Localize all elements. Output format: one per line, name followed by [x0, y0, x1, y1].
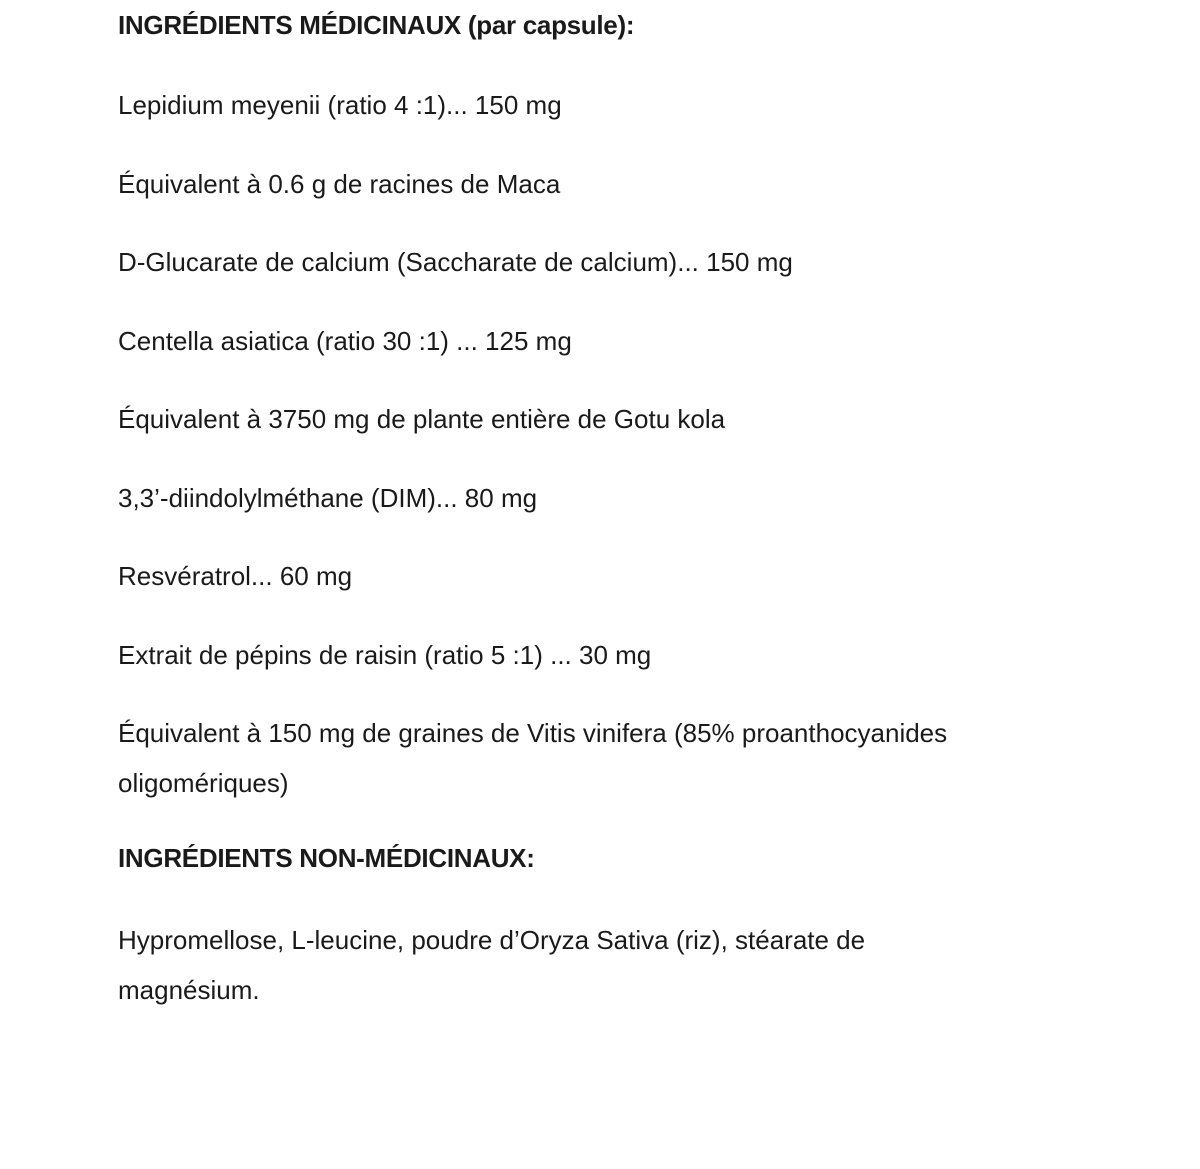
ingredient-line: D-Glucarate de calcium (Saccharate de calcium)... 150 mg	[118, 247, 793, 277]
non-medicinal-text: Hypromellose, L-leucine, poudre d’Oryza Sativa (riz), stéarate de magnésium.	[118, 925, 866, 1005]
ingredient-line: Extrait de pépins de raisin (ratio 5 :1) ... 30 mg	[118, 640, 652, 670]
non-medicinal-heading: INGRÉDIENTS NON-MÉDICINAUX:	[118, 843, 535, 873]
ingredient-line: Resvératrol... 60 mg	[118, 561, 353, 591]
ingredient-line: Lepidium meyenii (ratio 4 :1)... 150 mg	[118, 90, 562, 120]
ingredient-line: Équivalent à 0.6 g de racines de Maca	[118, 169, 561, 199]
ingredient-line: Centella asiatica (ratio 30 :1) ... 125 mg	[118, 326, 572, 356]
ingredient-line: Équivalent à 3750 mg de plante entière de Gotu kola	[118, 404, 726, 434]
ingredient-line: Équivalent à 150 mg de graines de Vitis vinifera (85% proanthocyanides oligomériques)	[118, 718, 948, 798]
ingredient-line: 3,3’-diindolylméthane (DIM)... 80 mg	[118, 483, 538, 513]
medicinal-heading: INGRÉDIENTS MÉDICINAUX (par capsule):	[118, 10, 635, 40]
